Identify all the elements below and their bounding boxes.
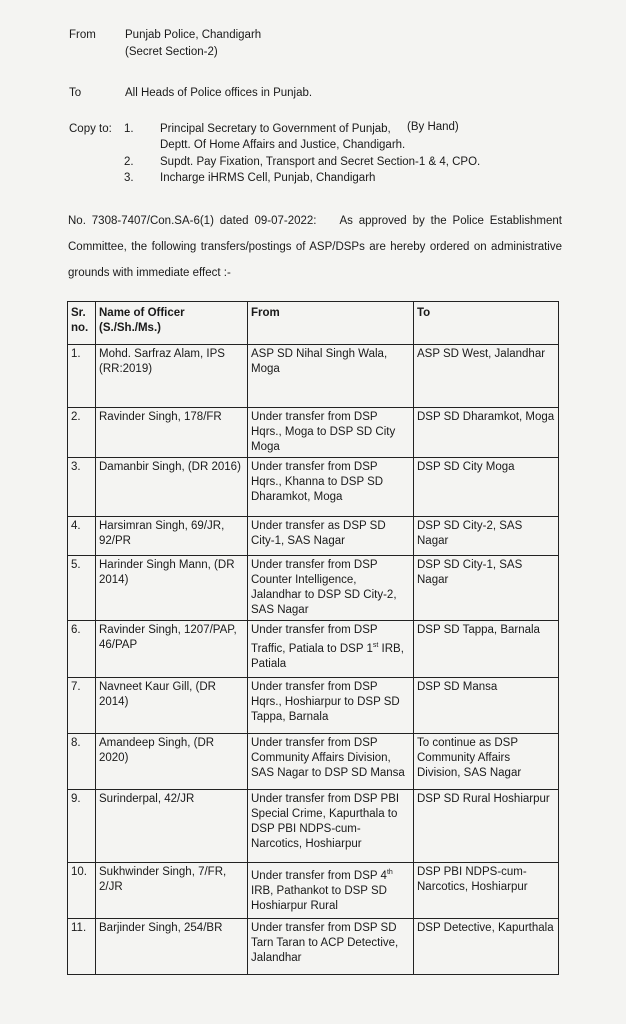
table-header-row [68,302,559,345]
table-row [68,345,559,408]
cell-from: Under transfer from DSP Traffic, Patiala to DSP 1st IRB, Patiala [248,621,414,678]
from-line-1: Punjab Police, Chandigarh [125,29,262,41]
copy-item-1-num: 1. [124,123,134,135]
cell-to: DSP SD Tappa, Barnala [414,621,559,678]
table-row [68,919,559,975]
order-text: As approved by the Police Establishment Committee, the following transfers/postings of ASP/DSPs are hereby ordered on administrative grounds with immediate effect :- [68,215,562,279]
cell-to: DSP SD Mansa [414,678,559,734]
copy-item-2-num: 2. [124,156,134,168]
copy-item-2-line1: Supdt. Pay Fixation, Transport and Secret Section-1 & 4, CPO. [160,156,481,168]
copy-item-1-line2: Deptt. Of Home Affairs and Justice, Chandigarh. [160,139,406,151]
cell-name: Mohd. Sarfraz Alam, IPS (RR:2019) [96,345,248,408]
copy-to-label: Copy to: [69,123,112,135]
cell-sr: 5. [68,556,96,621]
cell-name: Harsimran Singh, 69/JR, 92/PR [96,517,248,556]
cell-sr: 1. [68,345,96,408]
cell-from: Under transfer from DSP Hqrs., Hoshiarpur to DSP SD Tappa, Barnala [248,678,414,734]
table-row [68,556,559,621]
cell-to: DSP Detective, Kapurthala [414,919,559,975]
cell-name: Damanbir Singh, (DR 2016) [96,458,248,517]
cell-sr: 4. [68,517,96,556]
cell-sr: 11. [68,919,96,975]
cell-from: Under transfer from DSP PBI Special Crime, Kapurthala to DSP PBI NDPS-cum-Narcotics, Hoshiarpur [248,790,414,863]
cell-name: Barjinder Singh, 254/BR [96,919,248,975]
cell-from: ASP SD Nihal Singh Wala, Moga [248,345,414,408]
order-reference: No. 7308-7407/Con.SA-6(1) dated 09-07-2022: [68,215,317,227]
cell-from: Under transfer from DSP Counter Intelligence, Jalandhar to DSP SD City-2, SAS Nagar [248,556,414,621]
table-row [68,517,559,556]
cell-to: ASP SD West, Jalandhar [414,345,559,408]
cell-name: Harinder Singh Mann, (DR 2014) [96,556,248,621]
table-row [68,863,559,919]
copy-item-3-num: 3. [124,172,134,184]
table-row [68,621,559,678]
copy-item-3-line1: Incharge iHRMS Cell, Punjab, Chandigarh [160,172,376,184]
order-paragraph [68,208,562,286]
cell-sr: 7. [68,678,96,734]
cell-from: Under transfer from DSP SD Tarn Taran to ACP Detective, Jalandhar [248,919,414,975]
cell-name: Surinderpal, 42/JR [96,790,248,863]
cell-name: Amandeep Singh, (DR 2020) [96,734,248,790]
table-row [68,734,559,790]
copy-item-1-line1: Principal Secretary to Government of Punjab, [160,123,391,135]
header-to: To [414,302,559,345]
cell-sr: 10. [68,863,96,919]
transfers-table [67,301,559,975]
cell-sr: 8. [68,734,96,790]
cell-name: Ravinder Singh, 178/FR [96,408,248,458]
table-row [68,408,559,458]
cell-from: Under transfer from DSP Hqrs., Moga to DSP SD City Moga [248,408,414,458]
cell-to: DSP SD City Moga [414,458,559,517]
cell-name: Ravinder Singh, 1207/PAP, 46/PAP [96,621,248,678]
cell-sr: 9. [68,790,96,863]
to-label: To [69,87,82,99]
cell-from: Under transfer as DSP SD City-1, SAS Nagar [248,517,414,556]
cell-name: Sukhwinder Singh, 7/FR, 2/JR [96,863,248,919]
copy-item-1-by-hand: (By Hand) [407,121,459,133]
cell-to: DSP SD Dharamkot, Moga [414,408,559,458]
cell-sr: 6. [68,621,96,678]
to-value: All Heads of Police offices in Punjab. [125,87,313,99]
table-row [68,678,559,734]
cell-name: Navneet Kaur Gill, (DR 2014) [96,678,248,734]
header-name: Name of Officer (S./Sh./Ms.) [96,302,248,345]
cell-sr: 3. [68,458,96,517]
cell-to: DSP PBI NDPS-cum-Narcotics, Hoshiarpur [414,863,559,919]
table-row [68,790,559,863]
cell-from: Under transfer from DSP 4th IRB, Pathankot to DSP SD Hoshiarpur Rural [248,863,414,919]
cell-to: DSP SD City-2, SAS Nagar [414,517,559,556]
from-line-2: (Secret Section-2) [125,46,218,58]
header-from: From [248,302,414,345]
from-label: From [69,29,96,41]
cell-to: To continue as DSP Community Affairs Division, SAS Nagar [414,734,559,790]
cell-to: DSP SD Rural Hoshiarpur [414,790,559,863]
cell-to: DSP SD City-1, SAS Nagar [414,556,559,621]
cell-from: Under transfer from DSP Hqrs., Khanna to DSP SD Dharamkot, Moga [248,458,414,517]
cell-from: Under transfer from DSP Community Affairs Division, SAS Nagar to DSP SD Mansa [248,734,414,790]
header-sr-no: Sr. no. [68,302,96,345]
cell-sr: 2. [68,408,96,458]
table-row [68,458,559,517]
